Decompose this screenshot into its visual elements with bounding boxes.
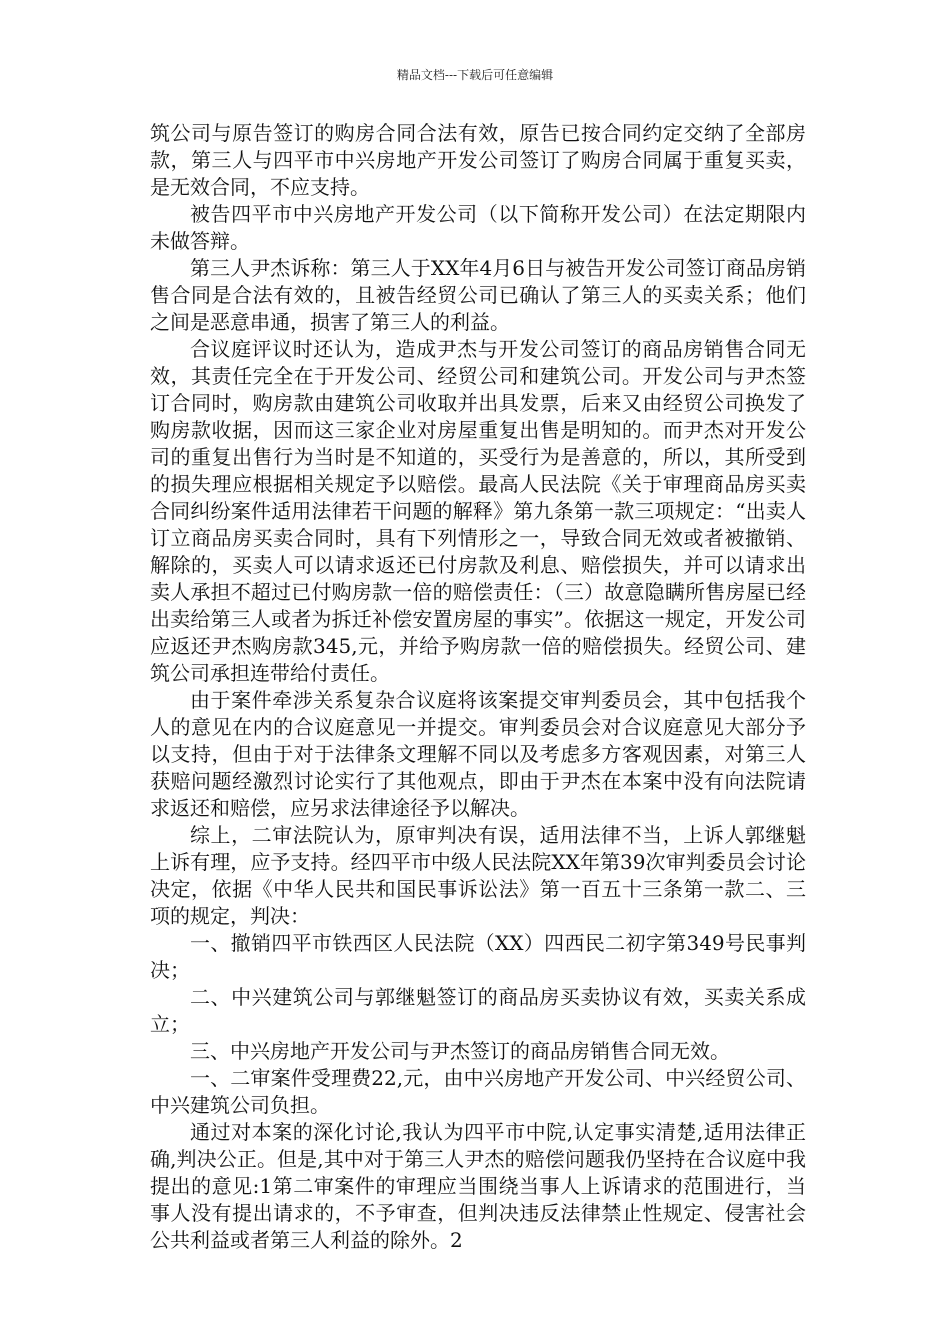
paragraph: 第三人尹杰诉称：第三人于XX年4月6日与被告开发公司签订商品房销售合同是合法有效的，且被告经贸公司已确认了第三人的买卖关系；他们之间是恶意串通，损害了第三人的利益。	[150, 256, 806, 334]
paragraph: 三、中兴房地产开发公司与尹杰签订的商品房销售合同无效。	[190, 1039, 730, 1063]
paragraph: 被告四平市中兴房地产开发公司（以下简称开发公司）在法定期限内未做答辩。	[150, 202, 806, 253]
paragraph: 通过对本案的深化讨论,我认为四平市中院,认定事实清楚,适用法律正确,判决公正。但是,其中对于第三人尹杰的赔偿问题我仍坚持在合议庭中我提出的意见:1第二审案件的审理应当围绕当事人上诉请求的范围进行，当事人没有提出请求的，不予审查，但判决违反法律禁止性规定、侵害社会公共利益或者第三人利益的除外。2	[150, 1120, 806, 1252]
paragraph: 一、撤销四平市铁西区人民法院（XX）四西民二初字第349号民事判决；	[150, 931, 806, 982]
page-header: 精品文档---下载后可任意编辑	[396, 68, 554, 82]
paragraph: 合议庭评议时还认为，造成尹杰与开发公司签订的商品房销售合同无效，其责任完全在于开发公司、经贸公司和建筑公司。开发公司与尹杰签订合同时，购房款由建筑公司收取并出具发票，后来又由经贸公司换发了购房款收据，因而这三家企业对房屋重复出售是明知的。而尹杰对开发公司的重复出售行为当时是不知道的，买受行为是善意的，所以，其所受到的损失理应根据相关规定予以赔偿。最高人民法院《关于审理商品房买卖合同纠纷案件适用法律若干问题的解释》第九条第一款三项规定：“出卖人订立商品房买卖合同时，具有下列情形之一，导致合同无效或者被撤销、解除的，买卖人可以请求返还已付房款及利息、赔偿损失，并可以请求出卖人承担不超过已付购房款一倍的赔偿责任：（三）故意隐瞒所售房屋已经出卖给第三人或者为拆迁补偿安置房屋的事实”。依据这一规定，开发公司应返还尹杰购房款345,元，并给予购房款一倍的赔偿损失。经贸公司、建筑公司承担连带给付责任。	[150, 337, 806, 685]
paragraph: 二、中兴建筑公司与郭继魁签订的商品房买卖协议有效，买卖关系成立；	[150, 985, 806, 1036]
paragraph: 综上，二审法院认为，原审判决有误，适用法律不当，上诉人郭继魁上诉有理，应予支持。经四平市中级人民法院XX年第39次审判委员会讨论决定，依据《中华人民共和国民事诉讼法》第一百五十三条第一款二、三项的规定，判决：	[150, 823, 806, 928]
document-body	[150, 120, 806, 1254]
paragraph: 筑公司与原告签订的购房合同合法有效，原告已按合同约定交纳了全部房款，第三人与四平市中兴房地产开发公司签订了购房合同属于重复买卖，是无效合同，不应支持。	[150, 121, 806, 199]
paragraph: 由于案件牵涉关系复杂合议庭将该案提交审判委员会，其中包括我个人的意见在内的合议庭意见一并提交。审判委员会对合议庭意见大部分予以支持，但由于对于法律条文理解不同以及考虑多方客观因素，对第三人获赔问题经激烈讨论实行了其他观点，即由于尹杰在本案中没有向法院请求返还和赔偿，应另求法律途径予以解决。	[150, 688, 806, 820]
paragraph: 一、二审案件受理费22,元，由中兴房地产开发公司、中兴经贸公司、中兴建筑公司负担。	[150, 1066, 806, 1117]
